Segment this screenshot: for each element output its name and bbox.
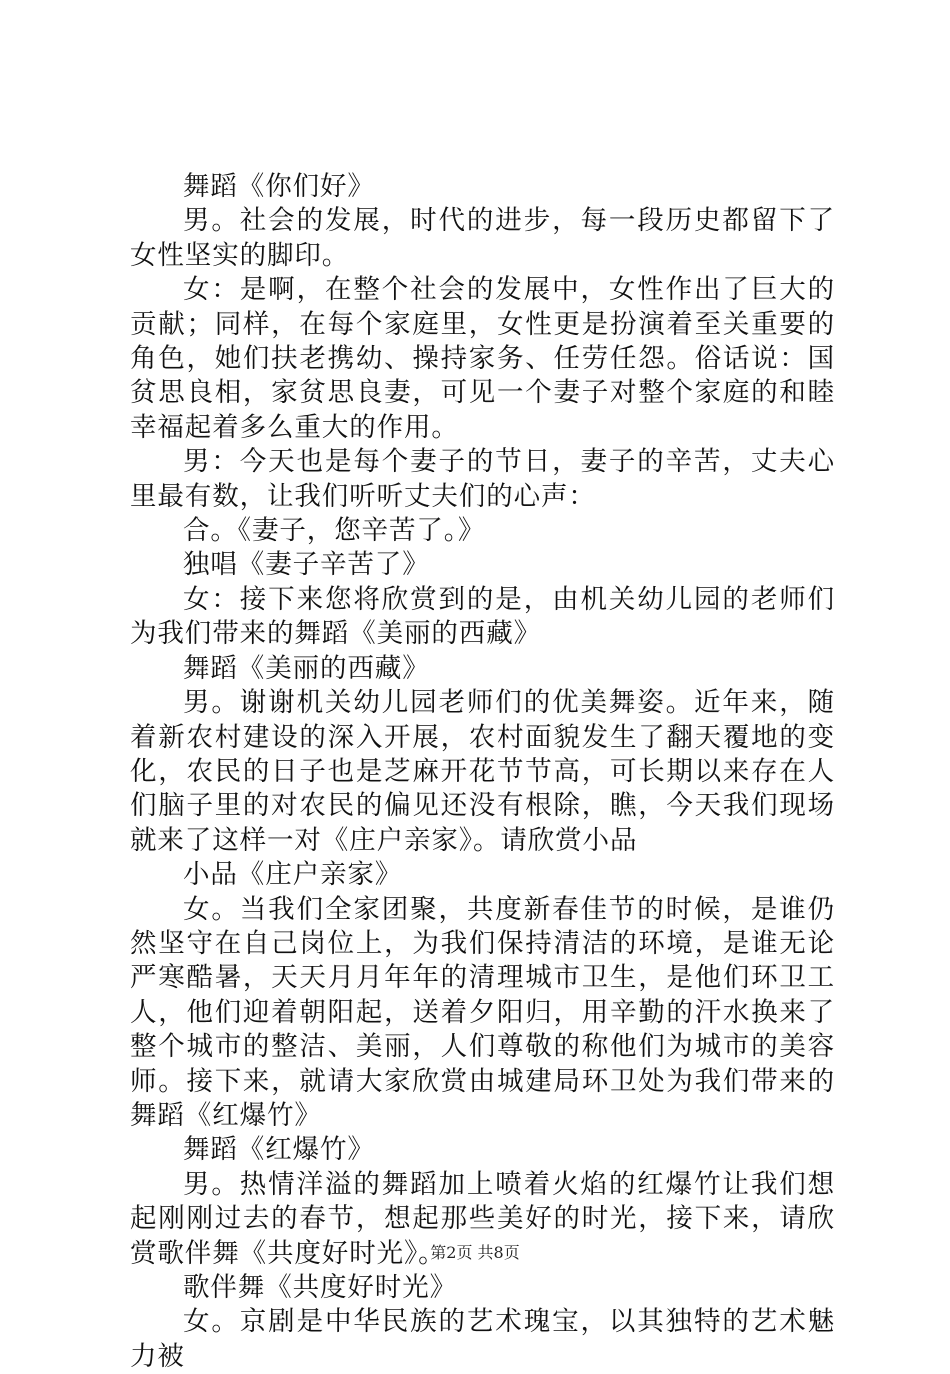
paragraph-male-line: 男。谢谢机关幼儿园老师们的优美舞姿。近年来，随着新农村建设的深入开展，农村面貌发生了翻天覆地的变化，农民的日子也是芝麻开花节节高，可长期以来存在人们脑子里的对农民的偏见还没有根除，瞧，今天我们现场就来了这样一对《庄户亲家》。请欣赏小品 <box>130 687 835 856</box>
paragraph-program-title: 歌伴舞《共度好时光》 <box>183 1272 457 1303</box>
page-footer: 第2页 共8页 <box>430 1243 520 1262</box>
paragraph-together-line: 合。《妻子，您辛苦了。》 <box>183 515 486 547</box>
paragraph-program-title: 舞蹈《美丽的西藏》 <box>183 652 430 684</box>
paragraph-female-line: 女：是啊，在整个社会的发展中，女性作出了巨大的贡献；同样，在每个家庭里，女性更是扮演着至关重要的角色，她们扶老携幼、操持家务、任劳任怨。俗话说：国贫思良相，家贫思良妻，可见一个妻子对整个家庭的和睦幸福起着多么重大的作用。 <box>130 274 835 443</box>
paragraph-program-title: 独唱《妻子辛苦了》 <box>183 549 430 581</box>
paragraph-female-line: 女：接下来您将欣赏到的是，由机关幼儿园的老师们为我们带来的舞蹈《美丽的西藏》 <box>130 583 835 650</box>
paragraph-program-title: 舞蹈《红爆竹》 <box>183 1134 375 1166</box>
paragraph-program-title: 小品《庄户亲家》 <box>183 859 403 891</box>
paragraph-program-title: 舞蹈《你们好》 <box>183 171 375 202</box>
paragraph-male-line: 男：今天也是每个妻子的节日，妻子的辛苦，丈夫心里最有数，让我们听听丈夫们的心声： <box>130 446 835 512</box>
paragraph-female-line: 女。当我们全家团聚，共度新春佳节的时候，是谁仍然坚守在自己岗位上，为我们保持清洁的环境，是谁无论严寒酷暑，天天月月年年的清理城市卫生，是他们环卫工人，他们迎着朝阳起，送着夕阳归，用辛勤的汗水换来了整个城市的整洁、美丽，人们尊敬的称他们为城市的美容师。接下来，就请大家欣赏由城建局环卫处为我们带来的舞蹈《红爆竹》 <box>130 893 835 1131</box>
paragraph-male-line: 男。社会的发展，时代的进步，每一段历史都留下了女性坚实的脚印。 <box>130 205 835 271</box>
paragraph-female-line: 女。京剧是中华民族的艺术瑰宝，以其独特的艺术魅力被 <box>130 1306 835 1372</box>
document-body <box>130 170 835 1374</box>
paragraph-male-line: 男。热情洋溢的舞蹈加上喷着火焰的红爆竹让我们想起刚刚过去的春节，想起那些美好的时光，接下来，请欣赏歌伴舞《共度好时光》。 <box>130 1168 835 1269</box>
